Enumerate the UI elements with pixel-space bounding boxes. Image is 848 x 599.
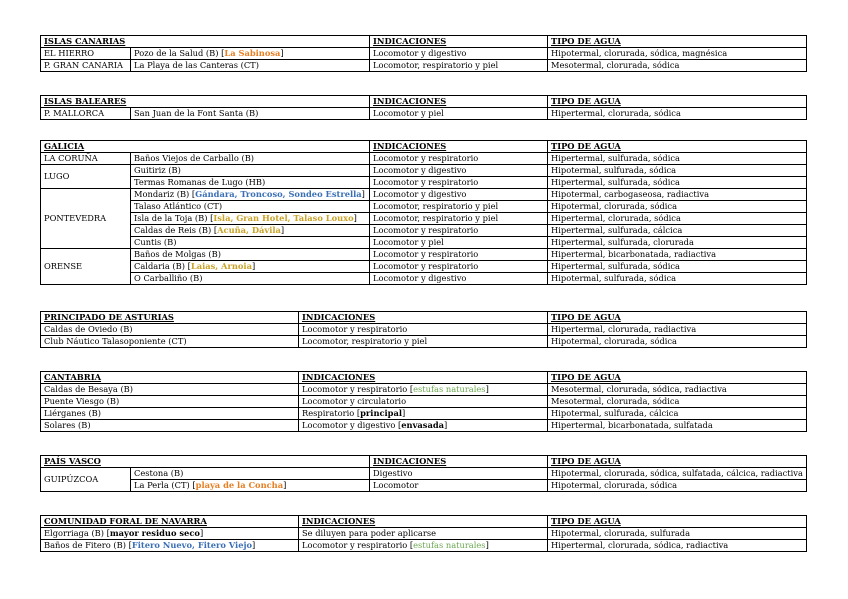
indicaciones-cell: Locomotor (370, 480, 548, 492)
tipo-cell: Hipotermal, clorurada, sódica (548, 336, 807, 348)
table-row (41, 273, 807, 285)
place-cell: Baños Viejos de Carballo (B) (131, 153, 370, 165)
place-cell: O Carballiño (B) (131, 273, 370, 285)
tipo-cell: Mesotermal, clorurada, sódica (548, 396, 807, 408)
tipo-cell: Hipertermal, sulfurada, cálcica (548, 225, 807, 237)
text-segment: ] (251, 261, 256, 271)
table-vasco (40, 455, 807, 492)
region-cell: LA CORUÑA (41, 153, 131, 165)
place-cell: Cestona (B) (131, 468, 370, 480)
tipo-cell: Hipertermal, bicarbonatada, radiactiva (548, 249, 807, 261)
indicaciones-cell (299, 384, 548, 396)
tipo-cell: Hipotermal, clorurada, sódica (548, 201, 807, 213)
table-row (41, 408, 807, 420)
indicaciones-cell: Locomotor y digestivo (370, 189, 548, 201)
table-row (41, 48, 807, 60)
table-row (41, 540, 807, 552)
table-row (41, 60, 807, 72)
highlighted-text: estufas naturales (413, 540, 486, 550)
table-row (41, 261, 807, 273)
indicaciones-cell: Se diluyen para poder aplicarse (299, 528, 548, 540)
indicaciones-cell: Locomotor y respiratorio (299, 324, 548, 336)
table-header (41, 96, 807, 108)
text-segment: Baños de Fitero (B) [ (44, 540, 132, 550)
region-cell: P. MALLORCA (41, 108, 131, 120)
table-navarra (40, 515, 807, 552)
place-cell (131, 189, 370, 201)
tipo-cell: Hipotermal, sulfurada, sódica (548, 165, 807, 177)
table-row (41, 396, 807, 408)
header-indicaciones: INDICACIONES (370, 96, 548, 108)
header-tipo: TIPO DE AGUA (548, 96, 807, 108)
table-row (41, 177, 807, 189)
region-cell: ORENSE (41, 249, 131, 285)
tipo-cell: Hipotermal, clorurada, sódica, sulfatada, cálcica, radiactiva (548, 468, 807, 480)
text-segment: Caldaria (B) [ (134, 261, 191, 271)
text-segment: Pozo de la Salud (B) [ (134, 48, 225, 58)
indicaciones-cell: Locomotor y respiratorio (370, 153, 548, 165)
text-segment: Locomotor y respiratorio [ (302, 384, 414, 394)
place-cell: Guitiriz (B) (131, 165, 370, 177)
header-tipo: TIPO DE AGUA (548, 312, 807, 324)
header-tipo: TIPO DE AGUA (548, 372, 807, 384)
table-row (41, 324, 807, 336)
section-title: GALICIA (41, 141, 370, 153)
header-indicaciones: INDICACIONES (370, 456, 548, 468)
table-row (41, 153, 807, 165)
place-cell (131, 213, 370, 225)
tipo-cell: Hipertermal, clorurada, sódica, radiactiva (548, 540, 807, 552)
tipo-cell: Mesotermal, clorurada, sódica, radiactiva (548, 384, 807, 396)
table-baleares (40, 95, 807, 120)
header-indicaciones: INDICACIONES (299, 312, 548, 324)
indicaciones-cell: Locomotor, respiratorio y piel (370, 213, 548, 225)
place-cell: San Juan de la Font Santa (B) (131, 108, 370, 120)
text-segment: ] (199, 528, 204, 538)
table-header (41, 141, 807, 153)
tipo-cell: Hipotermal, carbogaseosa, radiactiva (548, 189, 807, 201)
text-segment: ] (280, 225, 285, 235)
indicaciones-cell: Locomotor y respiratorio (370, 225, 548, 237)
text-segment: Locomotor y digestivo [ (302, 420, 402, 430)
highlighted-text: Isla, Gran Hotel, Talaso Louxo (213, 213, 354, 223)
indicaciones-cell: Locomotor y digestivo (370, 273, 548, 285)
place-cell: Puente Viesgo (B) (41, 396, 299, 408)
indicaciones-cell: Locomotor, respiratorio y piel (370, 60, 548, 72)
text-segment: Isla de la Toja (B) [ (134, 213, 214, 223)
text-segment: ] (353, 213, 357, 223)
tipo-cell: Hipertermal, sulfurada, clorurada (548, 237, 807, 249)
highlighted-text: playa de la Concha (195, 480, 284, 490)
text-segment: Elgorriaga (B) [ (44, 528, 110, 538)
tipo-cell: Hipotermal, sulfurada, sódica (548, 273, 807, 285)
table-row (41, 468, 807, 480)
place-cell: Talaso Atlántico (CT) (131, 201, 370, 213)
highlighted-text: Laias, Arnoia (190, 261, 252, 271)
region-cell: LUGO (41, 165, 131, 189)
place-cell: Baños de Molgas (B) (131, 249, 370, 261)
place-cell (41, 540, 299, 552)
highlighted-text: Fitero Nuevo, Fitero Viejo (131, 540, 253, 550)
tipo-cell: Hipertermal, bicarbonatada, sulfatada (548, 420, 807, 432)
table-row (41, 165, 807, 177)
indicaciones-cell: Locomotor y digestivo (370, 48, 548, 60)
highlighted-text: mayor residuo seco (109, 528, 200, 538)
table-row (41, 528, 807, 540)
indicaciones-cell: Locomotor y piel (370, 237, 548, 249)
region-cell: EL HIERRO (41, 48, 131, 60)
place-cell: La Playa de las Canteras (CT) (131, 60, 370, 72)
text-segment: ] (361, 189, 365, 199)
header-indicaciones: INDICACIONES (370, 36, 548, 48)
text-segment: ] (402, 408, 406, 418)
text-segment: ] (444, 420, 448, 430)
table-header (41, 36, 807, 48)
place-cell: Caldas de Besaya (B) (41, 384, 299, 396)
section-title: COMUNIDAD FORAL DE NAVARRA (41, 516, 299, 528)
tipo-cell: Hipertermal, sulfurada, sódica (548, 153, 807, 165)
header-tipo: TIPO DE AGUA (548, 36, 807, 48)
place-cell (131, 261, 370, 273)
table-row (41, 336, 807, 348)
section-title: ISLAS BALEARES (41, 96, 370, 108)
indicaciones-cell: Locomotor, respiratorio y piel (299, 336, 548, 348)
tipo-cell: Hipertermal, sulfurada, sódica (548, 177, 807, 189)
table-row (41, 189, 807, 201)
place-cell: Liérganes (B) (41, 408, 299, 420)
indicaciones-cell (299, 420, 548, 432)
tipo-cell: Mesotermal, clorurada, sódica (548, 60, 807, 72)
table-galicia (40, 140, 807, 285)
text-segment: Caldas de Reis (B) [ (134, 225, 218, 235)
text-segment: Respiratorio [ (302, 408, 361, 418)
table-cantabria (40, 371, 807, 432)
text-segment: ] (485, 540, 489, 550)
tipo-cell: Hipotermal, clorurada, sódica, magnésica (548, 48, 807, 60)
header-tipo: TIPO DE AGUA (548, 456, 807, 468)
text-segment: Mondariz (B) [ (134, 189, 196, 199)
place-cell: Cuntis (B) (131, 237, 370, 249)
place-cell (131, 480, 370, 492)
text-segment: La Perla (CT) [ (134, 480, 196, 490)
table-row (41, 249, 807, 261)
table-row (41, 201, 807, 213)
tipo-cell: Hipertermal, clorurada, radiactiva (548, 324, 807, 336)
highlighted-text: estufas naturales (413, 384, 486, 394)
indicaciones-cell: Locomotor y digestivo (370, 165, 548, 177)
highlighted-text: Gándara, Troncoso, Sondeo Estrella (195, 189, 362, 199)
table-row (41, 237, 807, 249)
region-cell: GUIPÚZCOA (41, 468, 131, 492)
tipo-cell: Hipertermal, clorurada, sódica (548, 108, 807, 120)
indicaciones-cell (299, 540, 548, 552)
table-row (41, 108, 807, 120)
indicaciones-cell: Locomotor y circulatorio (299, 396, 548, 408)
tipo-cell: Hipotermal, sulfurada, cálcica (548, 408, 807, 420)
indicaciones-cell: Locomotor y respiratorio (370, 177, 548, 189)
highlighted-text: La Sabinosa (224, 48, 281, 58)
text-segment: ] (485, 384, 489, 394)
indicaciones-cell: Locomotor y respiratorio (370, 249, 548, 261)
indicaciones-cell (299, 408, 548, 420)
place-cell (131, 48, 370, 60)
tipo-cell: Hipertermal, sulfurada, sódica (548, 261, 807, 273)
indicaciones-cell: Digestivo (370, 468, 548, 480)
header-tipo: TIPO DE AGUA (548, 516, 807, 528)
place-cell: Caldas de Oviedo (B) (41, 324, 299, 336)
table-header (41, 516, 807, 528)
header-indicaciones: INDICACIONES (299, 372, 548, 384)
section-title: ISLAS CANARIAS (41, 36, 370, 48)
table-header (41, 372, 807, 384)
indicaciones-cell: Locomotor, respiratorio y piel (370, 201, 548, 213)
region-cell: PONTEVEDRA (41, 189, 131, 249)
section-title: PRINCIPADO DE ASTURIAS (41, 312, 299, 324)
text-segment: Locomotor y respiratorio [ (302, 540, 414, 550)
table-row (41, 213, 807, 225)
place-cell: Solares (B) (41, 420, 299, 432)
place-cell (131, 225, 370, 237)
place-cell (41, 528, 299, 540)
highlighted-text: envasada (401, 420, 444, 430)
tipo-cell: Hipotermal, clorurada, sódica (548, 480, 807, 492)
indicaciones-cell: Locomotor y respiratorio (370, 261, 548, 273)
section-title: PAÍS VASCO (41, 456, 370, 468)
table-asturias (40, 311, 807, 348)
text-segment: ] (252, 540, 256, 550)
table-header (41, 312, 807, 324)
highlighted-text: Acuña, Dávila (217, 225, 281, 235)
header-indicaciones: INDICACIONES (370, 141, 548, 153)
tipo-cell: Hipertermal, clorurada, sódica (548, 213, 807, 225)
header-indicaciones: INDICACIONES (299, 516, 548, 528)
table-row (41, 420, 807, 432)
table-header (41, 456, 807, 468)
place-cell: Termas Romanas de Lugo (HB) (131, 177, 370, 189)
tipo-cell: Hipotermal, clorurada, sulfurada (548, 528, 807, 540)
text-segment: ] (280, 48, 284, 58)
table-row (41, 480, 807, 492)
table-canarias (40, 35, 807, 72)
region-cell: P. GRAN CANARIA (41, 60, 131, 72)
header-tipo: TIPO DE AGUA (548, 141, 807, 153)
indicaciones-cell: Locomotor y piel (370, 108, 548, 120)
table-row (41, 384, 807, 396)
table-row (41, 225, 807, 237)
place-cell: Club Náutico Talasoponiente (CT) (41, 336, 299, 348)
text-segment: ] (283, 480, 287, 490)
section-title: CANTABRIA (41, 372, 299, 384)
highlighted-text: principal (360, 408, 403, 418)
